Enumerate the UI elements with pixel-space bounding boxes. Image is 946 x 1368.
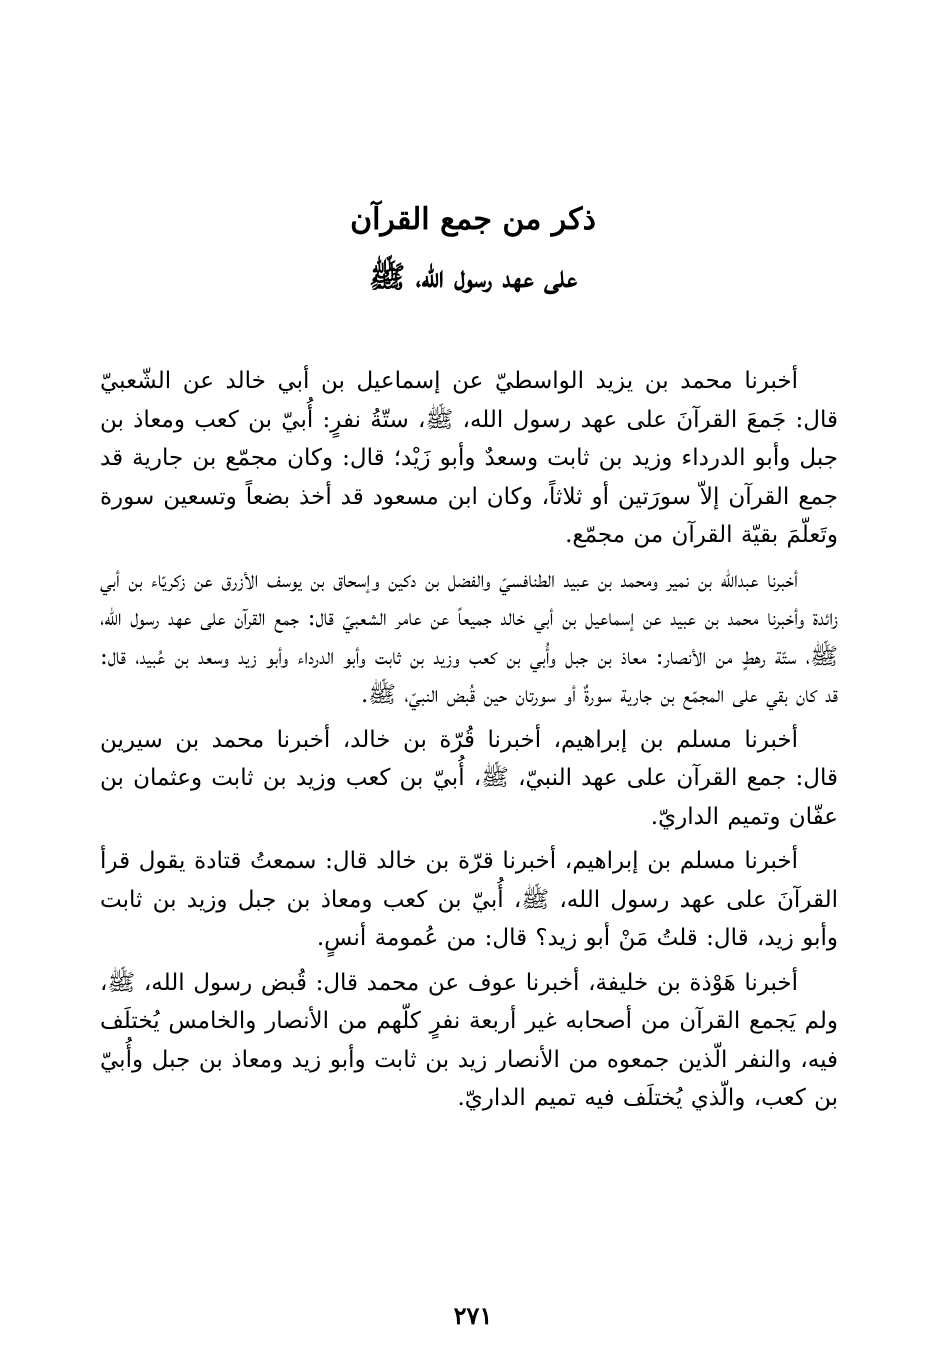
paragraph-5: أخبرنا هَوْذة بن خليفة، أخبرنا عوف عن محمد قال: قُبض رسول الله، ﷺ، ولم يَجمع القرآن من أصحابه غير أربعة نفرٍ كلّهم من الأنصار والخامس يُختلَف فيه، والنفر الّذين جمعوه من الأنصار زيد بن ثابت وأبو زيد ومعاذ بن جبل وأُبيّ بن كعب، والّذي يُختلَف فيه تميم الداريّ. <box>100 969 838 1111</box>
body-text <box>100 362 838 1124</box>
chapter-title-line-1: ذكر من جمع القرآن <box>350 202 596 237</box>
paragraph-4: أخبرنا مسلم بن إبراهيم، أخبرنا قرّة بن خالد قال: سمعتُ قتادة يقول قرأ القرآنَ على عهد رسول الله، ﷺ، أُبيّ بن كعب ومعاذ بن جبل وزيد بن ثابت وأبو زيد، قال: قلتُ مَنْ أبو زيد؟ قال: من عُمومة أنسٍ. <box>100 848 838 951</box>
chapter-title-line-2: على عهد رسول الله، ﷺ <box>368 260 577 295</box>
paragraph-2: أخبرنا عبدالله بن نمير ومحمد بن عبيد الطنافسيّ والفضل بن دكين وإسحاق بن يوسف الأزرق عن زكريّاء بن أبي زائدة وأخبرنا محمد بن عبيد عن إسماعيل بن أبي خالد جميعاً عن عامر الشعبيّ قال: جمع القرآن على عهد رسول الله، ﷺ، ستّة رهطٍ من الأنصار: معاذ بن جبل وأُبي بن كعب وزيد بن ثابت وأبو الدرداء وأبو زيد وسعد بن عُبيد، قال: قد كان بقي على المجمّع بن جارية سورةٌ أو سورتان حين قُبض النبيّ، ﷺ. <box>100 566 838 708</box>
paragraph-3: أخبرنا مسلم بن إبراهيم، أخبرنا قُرّة بن خالد، أخبرنا محمد بن سيرين قال: جمع القرآن على عهد النبيّ، ﷺ، أُبيّ بن كعب وزيد بن ثابت وعثمان بن عفّان وتميم الداريّ. <box>100 726 838 830</box>
page-number: ٢٧١ <box>453 1301 493 1330</box>
paragraph-1: أخبرنا محمد بن يزيد الواسطيّ عن إسماعيل بن أبي خالد عن الشّعبيّ قال: جَمعَ القرآنَ على عهد رسول الله، ﷺ، ستّةُ نفرٍ: أُبيّ بن كعب ومعاذ بن جبل وأبو الدرداء وزيد بن ثابت وسعدٌ وأبو زَيْد؛ قال: وكان مجمّع بن جارية قد جمع القرآن إلاّ سورَتين أو ثلاثاً، وكان ابن مسعود قد أخذ بضعاً وتسعين سورة وتَعلّمَ بقيّة القرآن من مجمّع. <box>100 368 838 548</box>
